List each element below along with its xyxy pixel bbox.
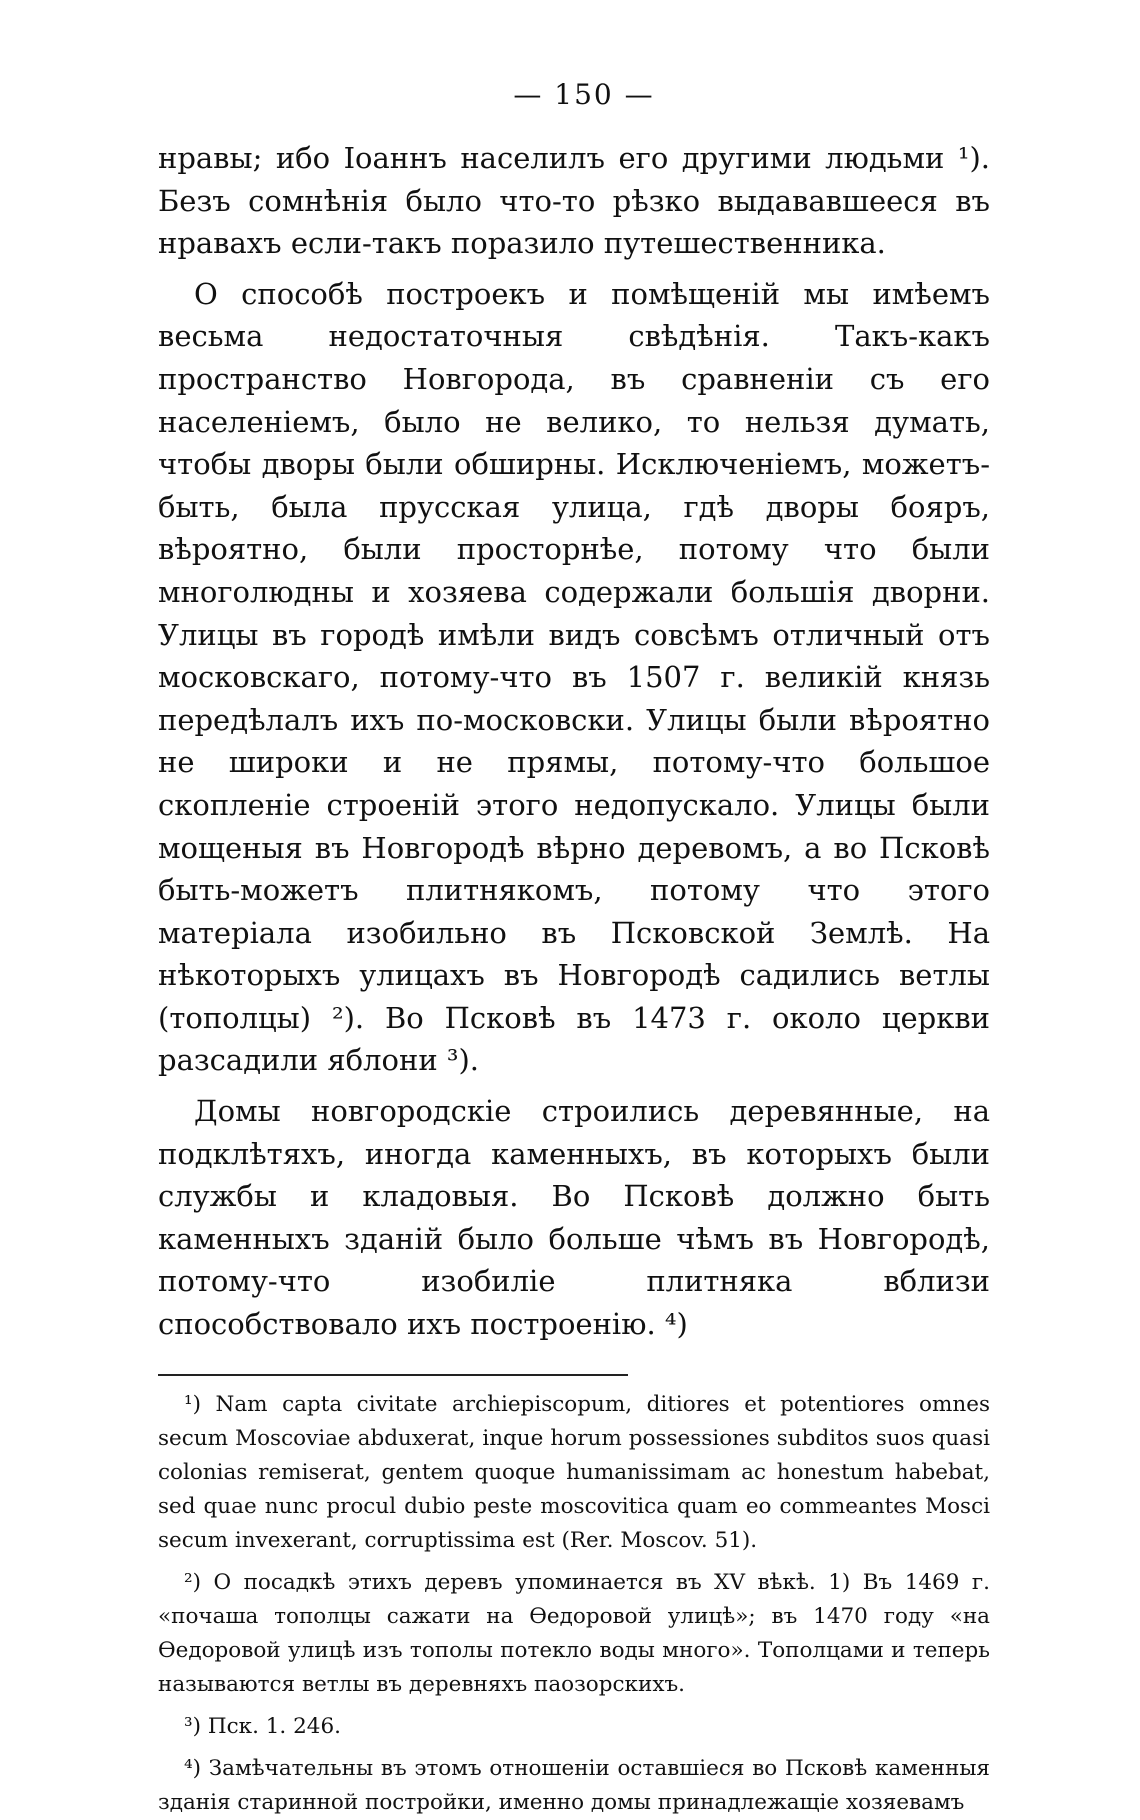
- paragraph-3: Домы новгородскіе строились деревянные, на подклѣтяхъ, иногда каменныхъ, въ которыхъ были службы и кладовыя. Во Псковѣ должно быть каменныхъ зданій было больше чѣмъ въ Новгородѣ, потому-что изобиліе плитняка вблизи способствовало ихъ построенію. ⁴): [158, 1094, 990, 1342]
- paragraph-2: О способѣ построекъ и помѣщеній мы имѣемъ весьма недостаточныя свѣдѣнія. Такъ-какъ пространство Новгорода, въ сравненіи съ его населеніемъ, было не велико, то нельзя думать, чтобы дворы были обширны. Исключеніемъ, можетъ-быть, была прусская улица, гдѣ дворы бояръ, вѣроятно, были просторнѣе, потому что были многолюдны и хозяева содержали большія дворни. Улицы въ городѣ имѣли видъ совсѣмъ отличный отъ московскаго, потому-что въ 1507 г. великій князь передѣлалъ ихъ по-московски. Улицы были вѣроятно не широки и не прямы, потому-что большое скопленіе строеній этого недопускало. Улицы были мощеныя въ Новгородѣ вѣрно деревомъ, а во Псковѣ быть-можетъ плитнякомъ, потому что этого матеріала изобильно въ Псковской Землѣ. На нѣкоторыхъ улицахъ въ Новгородѣ садились ветлы (тополцы) ²). Во Псковѣ въ 1473 г. около церкви разсадили яблони ³).: [158, 276, 990, 1078]
- footnote-divider: [158, 1374, 628, 1376]
- footnotes: [158, 1388, 990, 1820]
- footnote-1: ¹) Nam capta civitate archiepiscopum, ditiores et potentiores omnes secum Moscoviae abduxerat, inque horum possessiones subditos suos quasi colonias remiserat, gentem quoque humanissimam ac honestum habebat, sed quae nunc procul dubio peste moscovitica quam eo commeantes Mosci secum invexerant, corruptissima est (Rer. Moscov. 51).: [158, 1391, 990, 1553]
- footnote-4: ⁴) Замѣчательны въ этомъ отношеніи оставшіеся во Псковѣ каменныя зданія старинной постройки, именно домы принадлежащіе хозяевамъ: [158, 1755, 990, 1815]
- paragraph-1: нравы; ибо Іоаннъ населилъ его другими людьми ¹). Безъ сомнѣнія было что-то рѣзко выдававшееся въ нравахъ если-такъ поразило путешественника.: [158, 141, 990, 261]
- main-text: [158, 137, 990, 1346]
- footnote-2: ²) О посадкѣ этихъ деревъ упоминается въ XV вѣкѣ. 1) Въ 1469 г. «почаша тополцы сажати на Ѳедоровой улицѣ»; въ 1470 году «на Ѳедоровой улицѣ изъ тополы потекло воды много». Тополцами и теперь называются ветлы въ деревняхъ паозорскихъ.: [158, 1569, 990, 1697]
- footnote-3: ³) Пск. 1. 246.: [184, 1713, 341, 1739]
- page-number: — 150 —: [513, 78, 655, 111]
